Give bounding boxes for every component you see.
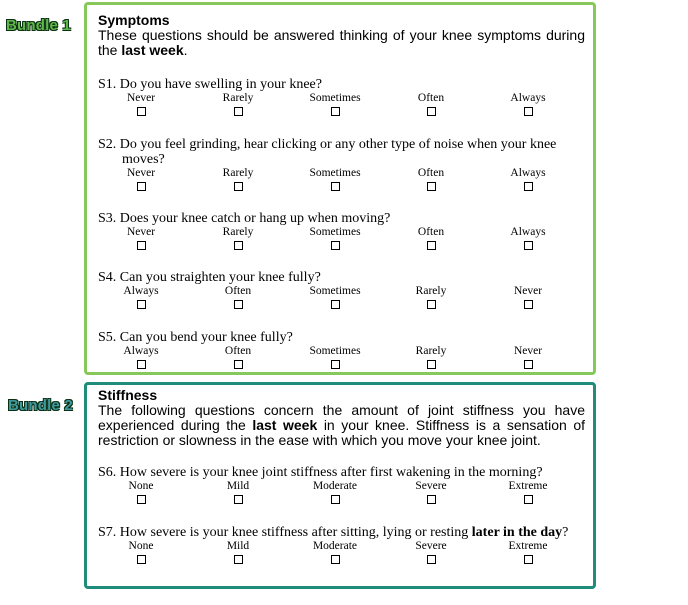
- bundle-1-content: [98, 12, 585, 357]
- option-label: Always: [123, 285, 159, 297]
- question-text: S2. Do you feel grinding, hear clicking or any other type of noise when your knee moves?: [98, 137, 557, 167]
- answer-checkbox[interactable]: [234, 360, 243, 369]
- option-label: Moderate: [312, 540, 358, 552]
- answer-options: [98, 285, 585, 311]
- answer-options: [98, 92, 585, 118]
- answer-option: [386, 540, 476, 564]
- option-label: None: [128, 480, 154, 492]
- question-text: S6. How severe is your knee joint stiffness after first wakening in the morning?: [98, 465, 543, 480]
- answer-checkbox[interactable]: [137, 182, 146, 191]
- option-label: Moderate: [312, 480, 358, 492]
- answer-checkbox[interactable]: [427, 241, 436, 250]
- option-label: Often: [417, 92, 445, 104]
- answer-option: [193, 345, 283, 369]
- answer-checkbox[interactable]: [234, 107, 243, 116]
- answer-checkbox[interactable]: [331, 107, 340, 116]
- answer-checkbox[interactable]: [427, 495, 436, 504]
- answer-option: [96, 540, 186, 564]
- answer-checkbox[interactable]: [524, 241, 533, 250]
- option-label: Rarely: [222, 226, 254, 238]
- option-label: Often: [224, 285, 252, 297]
- option-label: Always: [510, 92, 546, 104]
- option-label: Rarely: [222, 167, 254, 179]
- question-text: S7. How severe is your knee stiffness after sitting, lying or resting later in the day?: [98, 525, 569, 540]
- option-label: Sometimes: [309, 285, 361, 297]
- answer-checkbox[interactable]: [234, 300, 243, 309]
- answer-option: [386, 345, 476, 369]
- answer-option: [483, 480, 573, 504]
- answer-options: [98, 540, 585, 566]
- answer-checkbox[interactable]: [331, 360, 340, 369]
- option-label: Rarely: [415, 345, 447, 357]
- option-label: Always: [123, 345, 159, 357]
- answer-checkbox[interactable]: [524, 182, 533, 191]
- answer-checkbox[interactable]: [137, 495, 146, 504]
- answer-checkbox[interactable]: [137, 241, 146, 250]
- answer-checkbox[interactable]: [137, 107, 146, 116]
- bundle-1-tag: Bundle 1: [6, 17, 71, 34]
- option-label: Extreme: [508, 480, 548, 492]
- answer-option: [386, 285, 476, 309]
- answer-option: [483, 540, 573, 564]
- answer-option: [193, 540, 283, 564]
- answer-options: [98, 480, 585, 506]
- answer-checkbox[interactable]: [137, 555, 146, 564]
- question-s2: [98, 137, 585, 193]
- question-text: S4. Can you straighten your knee fully?: [98, 270, 321, 285]
- option-label: Sometimes: [309, 92, 361, 104]
- answer-options: [98, 167, 585, 193]
- option-label: Often: [417, 167, 445, 179]
- answer-option: [193, 92, 283, 116]
- answer-options: [98, 345, 585, 371]
- answer-checkbox[interactable]: [234, 182, 243, 191]
- answer-checkbox[interactable]: [427, 182, 436, 191]
- option-label: Severe: [415, 540, 447, 552]
- answer-option: [193, 167, 283, 191]
- option-label: Rarely: [222, 92, 254, 104]
- answer-checkbox[interactable]: [137, 300, 146, 309]
- section-title-stiffness: Stiffness: [98, 387, 158, 403]
- answer-option: [96, 167, 186, 191]
- answer-option: [386, 92, 476, 116]
- answer-option: [386, 226, 476, 250]
- answer-option: [290, 540, 380, 564]
- answer-checkbox[interactable]: [137, 360, 146, 369]
- answer-option: [96, 226, 186, 250]
- answer-option: [96, 92, 186, 116]
- answer-option: [193, 480, 283, 504]
- bundle-2-content: [98, 387, 586, 552]
- answer-checkbox[interactable]: [234, 495, 243, 504]
- option-label: Never: [126, 226, 156, 238]
- option-label: Rarely: [415, 285, 447, 297]
- answer-checkbox[interactable]: [427, 300, 436, 309]
- answer-checkbox[interactable]: [524, 555, 533, 564]
- bundle-2-panel: [84, 382, 596, 589]
- answer-checkbox[interactable]: [331, 495, 340, 504]
- answer-option: [483, 226, 573, 250]
- answer-option: [290, 226, 380, 250]
- option-label: Sometimes: [309, 167, 361, 179]
- answer-option: [290, 285, 380, 309]
- answer-option: [96, 285, 186, 309]
- answer-checkbox[interactable]: [331, 555, 340, 564]
- answer-option: [290, 345, 380, 369]
- answer-checkbox[interactable]: [234, 241, 243, 250]
- question-s4: [98, 270, 585, 311]
- option-label: Often: [224, 345, 252, 357]
- answer-option: [483, 167, 573, 191]
- answer-checkbox[interactable]: [331, 300, 340, 309]
- option-label: Never: [513, 285, 543, 297]
- answer-checkbox[interactable]: [427, 360, 436, 369]
- answer-option: [193, 226, 283, 250]
- question-s5: [98, 330, 585, 371]
- question-s6: [98, 465, 585, 506]
- answer-checkbox[interactable]: [427, 555, 436, 564]
- option-label: Always: [510, 167, 546, 179]
- option-label: Extreme: [508, 540, 548, 552]
- answer-checkbox[interactable]: [427, 107, 436, 116]
- question-text: S3. Does your knee catch or hang up when moving?: [98, 211, 391, 226]
- option-label: Mild: [226, 540, 250, 552]
- answer-option: [483, 285, 573, 309]
- question-s7: [98, 525, 585, 566]
- option-label: Never: [513, 345, 543, 357]
- answer-options: [98, 226, 585, 252]
- answer-checkbox[interactable]: [524, 300, 533, 309]
- answer-option: [483, 92, 573, 116]
- section-title-symptoms: Symptoms: [98, 12, 170, 28]
- answer-option: [290, 167, 380, 191]
- answer-option: [290, 92, 380, 116]
- question-text: S1. Do you have swelling in your knee?: [98, 77, 322, 92]
- option-label: Severe: [415, 480, 447, 492]
- answer-checkbox[interactable]: [524, 360, 533, 369]
- answer-option: [386, 167, 476, 191]
- option-label: Mild: [226, 480, 250, 492]
- bundle-1-panel: [84, 2, 596, 375]
- option-label: Sometimes: [309, 226, 361, 238]
- option-label: Never: [126, 167, 156, 179]
- option-label: Sometimes: [309, 345, 361, 357]
- answer-option: [193, 285, 283, 309]
- option-label: Often: [417, 226, 445, 238]
- answer-checkbox[interactable]: [331, 182, 340, 191]
- section-intro-stiffness: The following questions concern the amount of joint stiffness you have experienced during the last week in your knee. Stiffness is a sensation of restriction or slowness in the ease with which you move your knee joint.: [98, 402, 586, 448]
- section-intro-symptoms: These questions should be answered thinking of your knee symptoms during the last week.: [98, 27, 585, 58]
- answer-option: [96, 345, 186, 369]
- option-label: Never: [126, 92, 156, 104]
- answer-option: [386, 480, 476, 504]
- answer-checkbox[interactable]: [524, 107, 533, 116]
- answer-option: [290, 480, 380, 504]
- answer-checkbox[interactable]: [524, 495, 533, 504]
- option-label: Always: [510, 226, 546, 238]
- question-s1: [98, 77, 585, 118]
- answer-option: [483, 345, 573, 369]
- bundle-2-tag: Bundle 2: [8, 397, 73, 414]
- question-s3: [98, 211, 585, 252]
- answer-option: [96, 480, 186, 504]
- answer-checkbox[interactable]: [331, 241, 340, 250]
- option-label: None: [128, 540, 154, 552]
- question-text: S5. Can you bend your knee fully?: [98, 330, 293, 345]
- answer-checkbox[interactable]: [234, 555, 243, 564]
